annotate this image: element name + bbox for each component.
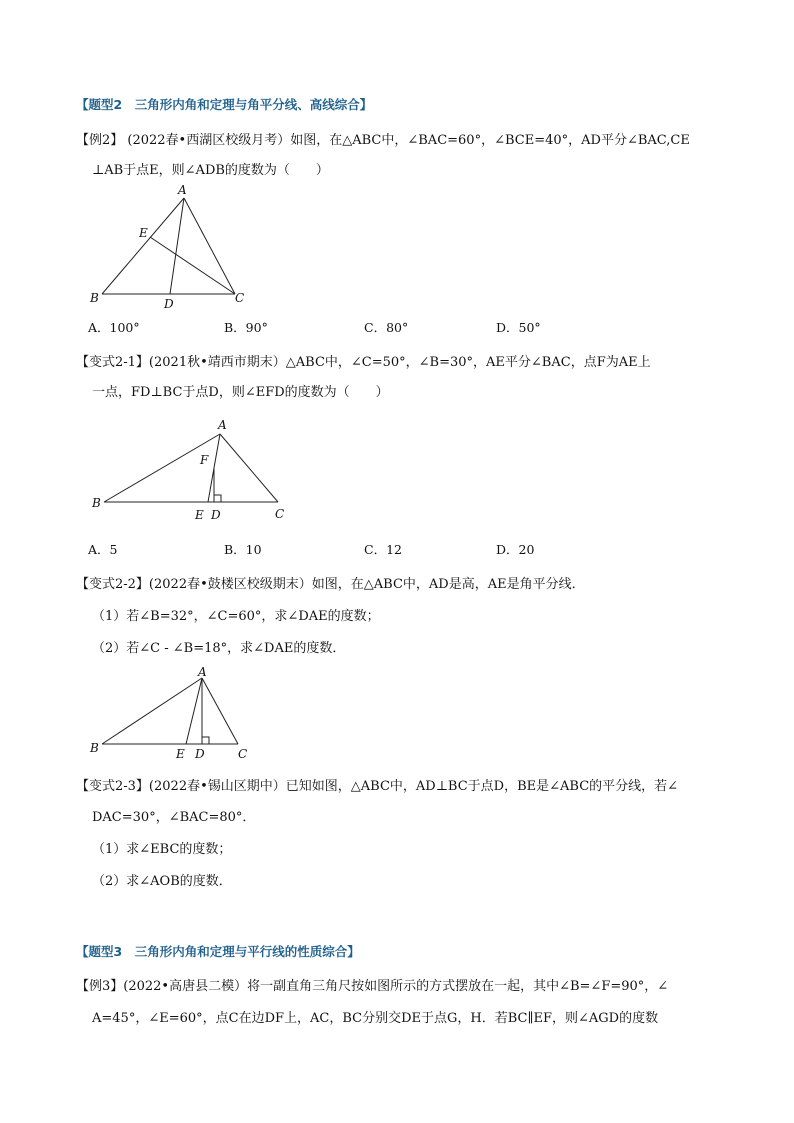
example2-option-c: C．80° [364, 320, 409, 335]
variant21-line1: 【变式2-1】(2021秋•靖西市期末）△ABC中，∠C=50°，∠B=30°，AE平分∠BAC，点F为AE上 [76, 355, 651, 370]
side-ca [184, 198, 235, 294]
side-ca [202, 678, 238, 744]
label-e: E [176, 747, 185, 761]
variant22-q2: （2）若∠C - ∠B=18°，求∠DAE的度数． [92, 641, 346, 656]
example3-line1: 【例3】(2022•高唐县二模）将一副直角三角尺按如图所示的方式摆放在一起，其中∠B=∠F=90°，∠ [76, 979, 669, 994]
variant21-option-b: B．10 [224, 542, 262, 557]
example2-option-d: D．50° [496, 320, 541, 335]
segment-ce [150, 237, 235, 294]
variant23-line2: DAC=30°，∠BAC=80°． [92, 810, 256, 825]
label-c: C [238, 747, 248, 761]
label-a: A [218, 418, 227, 432]
variant21-option-d: D．20 [496, 542, 535, 557]
variant23-q1: （1）求∠EBC的度数； [92, 842, 232, 857]
segment-ae [186, 678, 202, 744]
label-a: A [178, 183, 187, 197]
side-ab [102, 678, 202, 744]
label-b: B [92, 496, 101, 510]
label-f: F [200, 453, 209, 467]
label-d: D [195, 747, 205, 761]
label-e: E [139, 226, 148, 240]
label-c: C [235, 291, 245, 305]
right-angle-mark [214, 495, 221, 502]
label-a: A [198, 665, 207, 679]
section-title-3: 【题型3 三角形内角和定理与平行线的性质综合】 [76, 944, 360, 959]
variant22-figure [88, 662, 260, 762]
right-angle-mark [202, 737, 209, 744]
example2-option-a: A．100° [88, 320, 140, 335]
section-title-2: 【题型2 三角形内角和定理与角平分线、高线综合】 [76, 97, 373, 112]
example2-option-b: B．90° [224, 320, 268, 335]
side-ab [104, 434, 220, 502]
label-b: B [90, 291, 99, 305]
label-e: E [195, 508, 204, 522]
variant22-line1: 【变式2-2】(2022春•鼓楼区校级期末）如图，在△ABC中，AD是高，AE是角平分线． [76, 577, 585, 592]
variant21-option-c: C．12 [364, 542, 402, 557]
variant21-figure [88, 412, 298, 524]
variant21-line2: 一点，FD⊥BC于点D，则∠EFD的度数为（ ） [92, 385, 389, 400]
label-c: C [275, 507, 285, 521]
label-d: D [164, 297, 174, 311]
label-d: D [211, 508, 221, 522]
example2-line2: ⊥AB于点E，则∠ADB的度数为（ ） [92, 163, 329, 178]
example3-line2: A=45°，∠E=60°，点C在边DF上，AC，BC分别交DE于点G，H．若BC∥EF，则∠AGD的度数 [92, 1011, 659, 1026]
variant23-line1: 【变式2-3】(2022春•锡山区期中）已知如图，△ABC中，AD⊥BC于点D，BE是∠ABC的平分线，若∠ [76, 779, 679, 794]
example2-figure [88, 180, 258, 312]
variant22-q1: （1）若∠B=32°，∠C=60°，求∠DAE的度数； [92, 609, 380, 624]
variant23-q2: （2）求∠AOB的度数． [92, 874, 232, 889]
variant21-option-a: A．5 [88, 542, 118, 557]
example2-line1: 【例2】 (2022春•西湖区校级月考）如图，在△ABC中，∠BAC=60°，∠BCE=40°，AD平分∠BAC,CE [76, 133, 690, 148]
side-ca [220, 434, 278, 502]
label-b: B [90, 741, 99, 755]
